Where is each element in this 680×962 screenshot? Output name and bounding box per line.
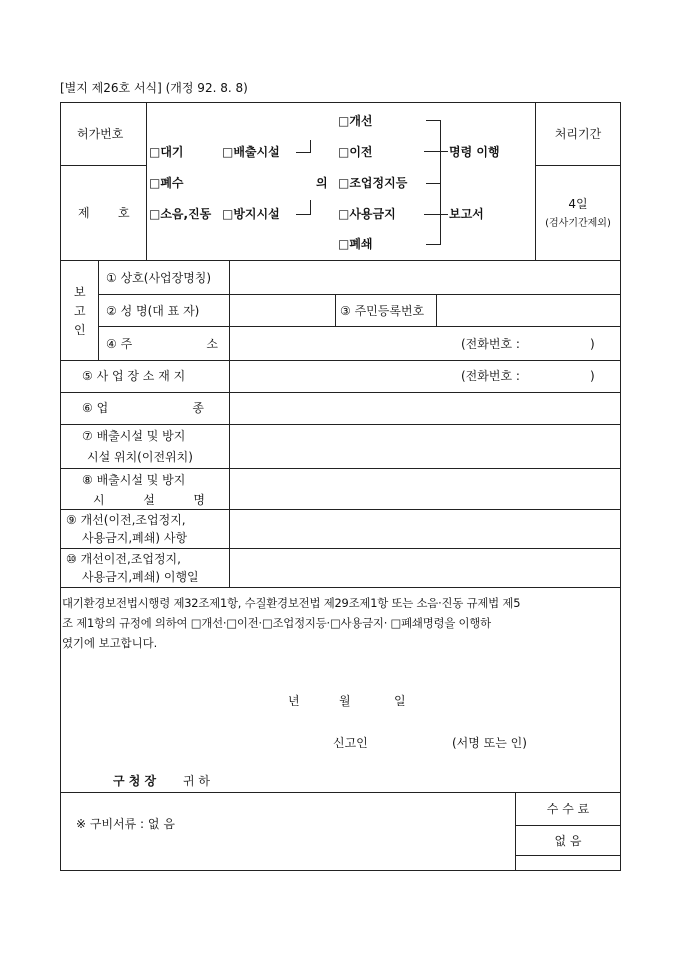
facility-name-label-1: ⑧ 배출시설 및 방지 (82, 473, 186, 487)
attachments-note: ※ 구비서류 : 없 음 (76, 817, 175, 831)
item-air: □대기 (149, 145, 184, 159)
order-relocate: □이전 (338, 145, 373, 159)
order-improve: □개선 (338, 114, 373, 128)
reporter-in: 인 (74, 323, 86, 337)
fee-label: 수 수 료 (546, 802, 590, 816)
signature-label: 신고인 (333, 736, 368, 750)
completion-date-label-1: ⑩ 개선이전,조업정지, (66, 552, 181, 566)
site-phone-close: ) (590, 369, 595, 383)
body-text-line-1: 대기환경보전법시행령 제32조제1항, 수질환경보전법 제29조제1항 또는 소음·진동 규제법 제5 (62, 596, 521, 610)
connector-of: 의 (316, 176, 328, 190)
address-label: ④ 주 소 (106, 337, 218, 351)
facility-location-label-1: ⑦ 배출시설 및 방지 (82, 429, 186, 443)
company-name-label: ① 상호(사업장명칭) (106, 271, 212, 285)
completion-date-label-2: 사용금지,폐쇄) 이행일 (82, 570, 199, 584)
address-phone-label: (전화번호 : (461, 337, 520, 351)
frame-right (620, 102, 621, 870)
order-close: □폐쇄 (338, 237, 373, 251)
period-label: 처리기간 (554, 127, 602, 141)
site-phone-label: (전화번호 : (461, 369, 520, 383)
date-day: 일 (394, 694, 406, 708)
reporter-bo: 보 (74, 285, 86, 299)
frame-left (60, 102, 61, 870)
item-discharge: □배출시설 (222, 145, 280, 159)
addressee-suffix: 귀 하 (183, 774, 210, 788)
frame-top (60, 102, 621, 103)
fee-value: 없 음 (554, 834, 582, 848)
item-noise: □소음,진동 (149, 207, 212, 221)
matters-label-2: 사용금지,폐쇄) 사항 (82, 531, 188, 545)
order-suspend: □조업정지등 (338, 176, 408, 190)
signature-note: (서명 또는 인) (452, 736, 527, 750)
body-text-line-3: 였기에 보고합니다. (62, 636, 158, 650)
title-label-ho: 호 (118, 206, 130, 220)
representative-label: ② 성 명(대 표 자) (106, 304, 200, 318)
facility-name-label-2: 시 설 명 (93, 493, 205, 507)
business-type-label: ⑥ 업 종 (82, 401, 204, 415)
body-text-line-2: 조 제1항의 규정에 의하여 □개선·□이전·□조업정지등·□사용금지· □폐쇄명령을 이행하 (62, 616, 491, 630)
resident-id-label: ③ 주민등록번호 (340, 304, 425, 318)
reporter-go: 고 (74, 304, 86, 318)
matters-label-1: ⑨ 개선(이전,조업정지, (66, 513, 186, 527)
date-year: 년 (288, 694, 300, 708)
item-prevention: □방지시설 (222, 207, 280, 221)
report-title: 보고서 (449, 207, 484, 221)
period-value: 4일 (568, 197, 588, 211)
order-result: 명령 이행 (449, 145, 500, 159)
order-prohibit: □사용금지 (338, 207, 396, 221)
facility-location-label-2: 시설 위치(이전위치) (87, 450, 193, 464)
frame-bottom (60, 870, 621, 871)
site-location-label: ⑤ 사 업 장 소 재 지 (82, 369, 186, 383)
form-header: [별지 제26호 서식] (개정 92. 8. 8) (60, 81, 248, 95)
date-month: 월 (339, 694, 351, 708)
permit-no-label: 허가번호 (77, 127, 124, 141)
address-phone-close: ) (590, 337, 595, 351)
title-label-je: 제 (78, 206, 90, 220)
period-note: (검사기간제외) (545, 218, 611, 229)
addressee-office: 구 청 장 (113, 774, 157, 788)
item-wastewater: □폐수 (149, 176, 184, 190)
